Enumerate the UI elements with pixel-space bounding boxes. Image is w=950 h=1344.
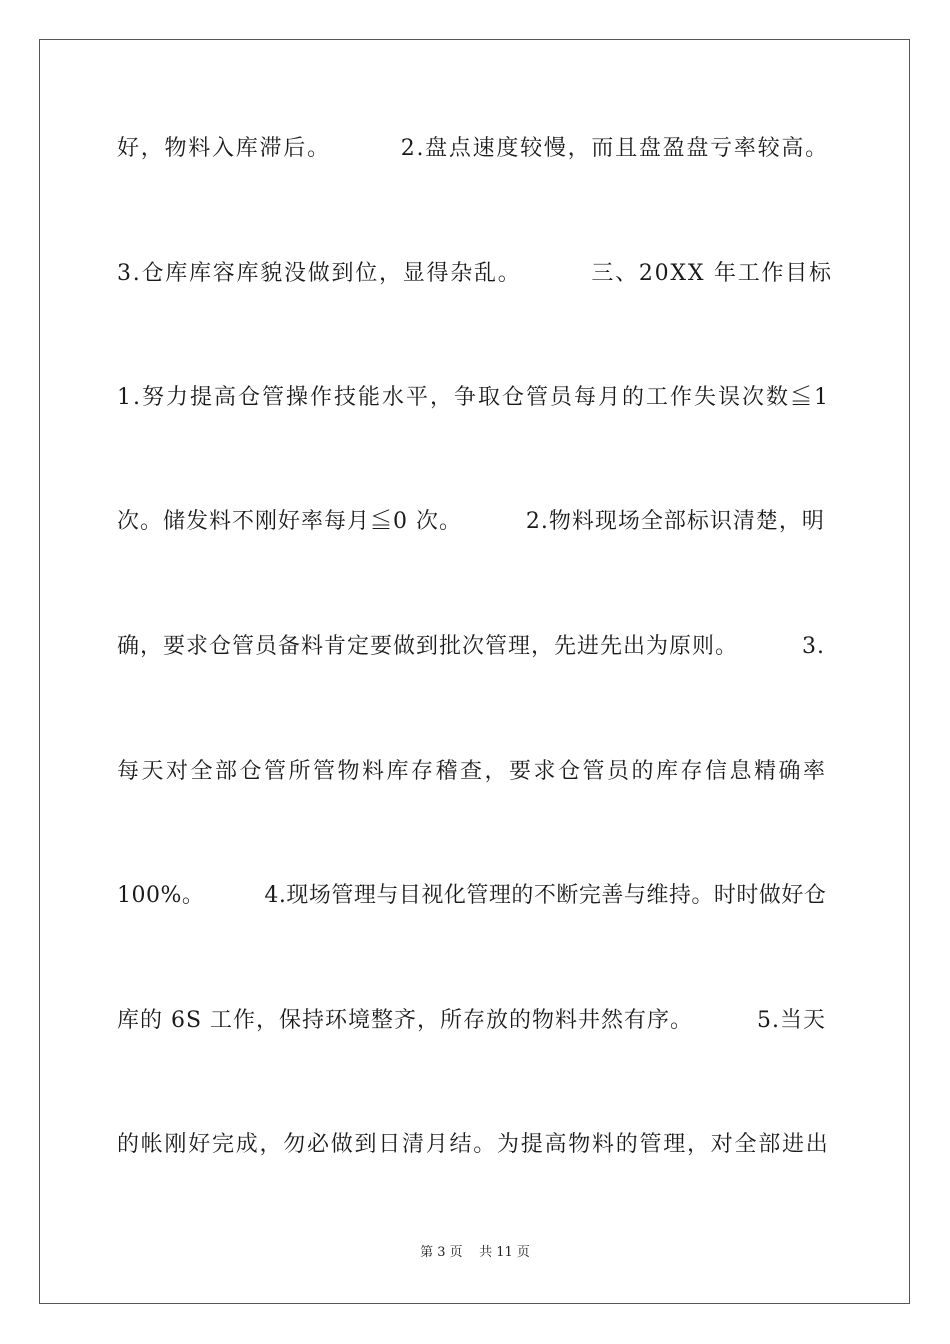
body-line-5: 确，要求仓管员备料肯定要做到批次管理，先进先出为原则。 3. <box>117 634 825 659</box>
body-line-6: 每天对全部仓管所管物料库存稽查，要求仓管员的库存信息精确率 <box>117 759 828 784</box>
body-line-7: 100%。 4.现场管理与目视化管理的不断完善与维持。时时做好仓 <box>117 883 827 908</box>
body-line-9: 的帐刚好完成，勿必做到日清月结。为提高物料的管理，对全部进出 <box>117 1132 830 1157</box>
page-number-footer: 第 3 页 共 11 页 <box>420 1245 530 1260</box>
page-border <box>39 39 910 1304</box>
body-line-8: 库的 6S 工作，保持环境整齐，所存放的物料井然有序。 5.当天 <box>117 1008 826 1033</box>
body-line-4: 次。储发料不刚好率每月≦0 次。 2.物料现场全部标识清楚，明 <box>117 509 825 534</box>
body-line-3: 1.努力提高仓管操作技能水平，争取仓管员每月的工作失误次数≦1 <box>117 385 830 410</box>
body-line-1: 好，物料入库滞后。 2.盘点速度较慢，而且盘盈盘亏率较高。 <box>117 136 829 161</box>
body-line-2: 3.仓库库容库貌没做到位，显得杂乱。 三、20XX 年工作目标 <box>117 261 833 286</box>
